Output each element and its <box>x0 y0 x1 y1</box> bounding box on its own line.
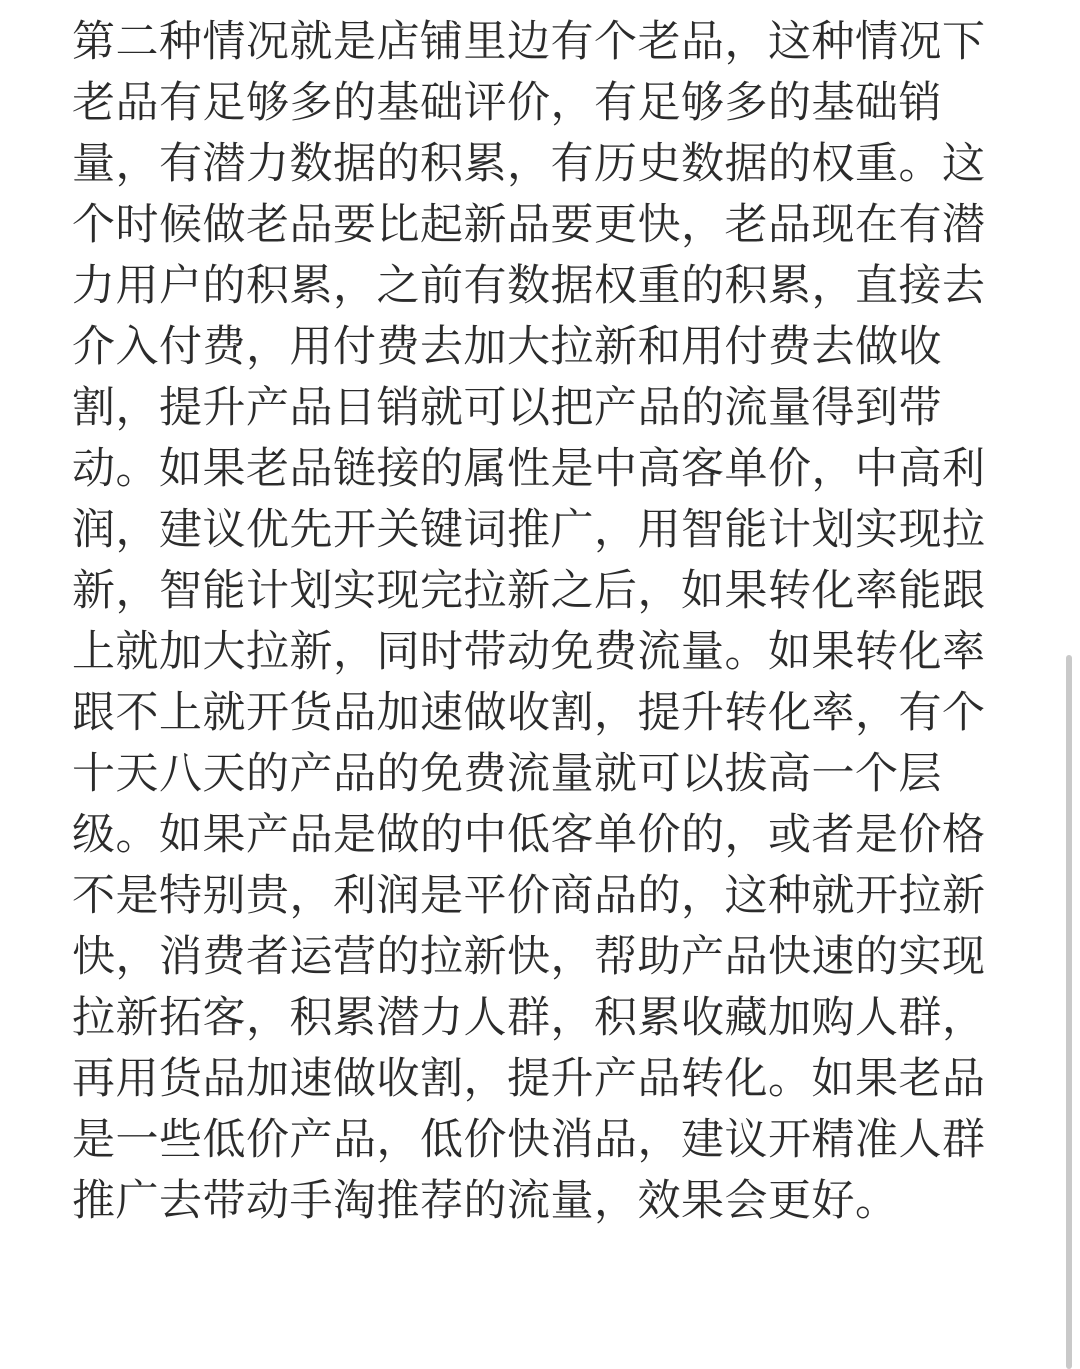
article-body <box>72 12 988 1232</box>
text-line-6: 介入付费，用付费去加大拉新和用付费去做收 <box>72 322 942 372</box>
text-line-1: 第二种情况就是店铺里边有个老品，这种情况下 <box>72 17 986 67</box>
text-line-13: 十天八天的产品的免费流量就可以拔高一个层 <box>72 749 942 799</box>
text-line-14: 级。如果产品是做的中低客单价的，或者是价格 <box>72 810 986 860</box>
text-line-17: 拉新拓客，积累潜力人群，积累收藏加购人群， <box>72 993 986 1043</box>
text-line-2: 老品有足够多的基础评价，有足够多的基础销 <box>72 78 942 128</box>
text-line-8: 动。如果老品链接的属性是中高客单价，中高利 <box>72 444 986 494</box>
text-line-12: 跟不上就开货品加速做收割，提升转化率，有个 <box>72 688 986 738</box>
text-line-11: 上就加大拉新，同时带动免费流量。如果转化率 <box>72 627 986 677</box>
text-line-4: 个时候做老品要比起新品要更快，老品现在有潜 <box>72 200 986 250</box>
text-line-20: 推广去带动手淘推荐的流量，效果会更好。 <box>72 1176 899 1226</box>
text-line-15: 不是特别贵，利润是平价商品的，这种就开拉新 <box>72 871 986 921</box>
text-line-5: 力用户的积累，之前有数据权重的积累，直接去 <box>72 261 986 311</box>
text-line-9: 润，建议优先开关键词推广，用智能计划实现拉 <box>72 505 986 555</box>
text-line-7: 割，提升产品日销就可以把产品的流量得到带 <box>72 383 942 433</box>
text-line-19: 是一些低价产品，低价快消品，建议开精准人群 <box>72 1115 986 1165</box>
text-line-10: 新，智能计划实现完拉新之后，如果转化率能跟 <box>72 566 986 616</box>
text-line-3: 量，有潜力数据的积累，有历史数据的权重。这 <box>72 139 986 189</box>
text-line-18: 再用货品加速做收割，提升产品转化。如果老品 <box>72 1054 986 1104</box>
text-line-16: 快，消费者运营的拉新快，帮助产品快速的实现 <box>72 932 986 982</box>
scrollbar[interactable] <box>1066 655 1072 1369</box>
